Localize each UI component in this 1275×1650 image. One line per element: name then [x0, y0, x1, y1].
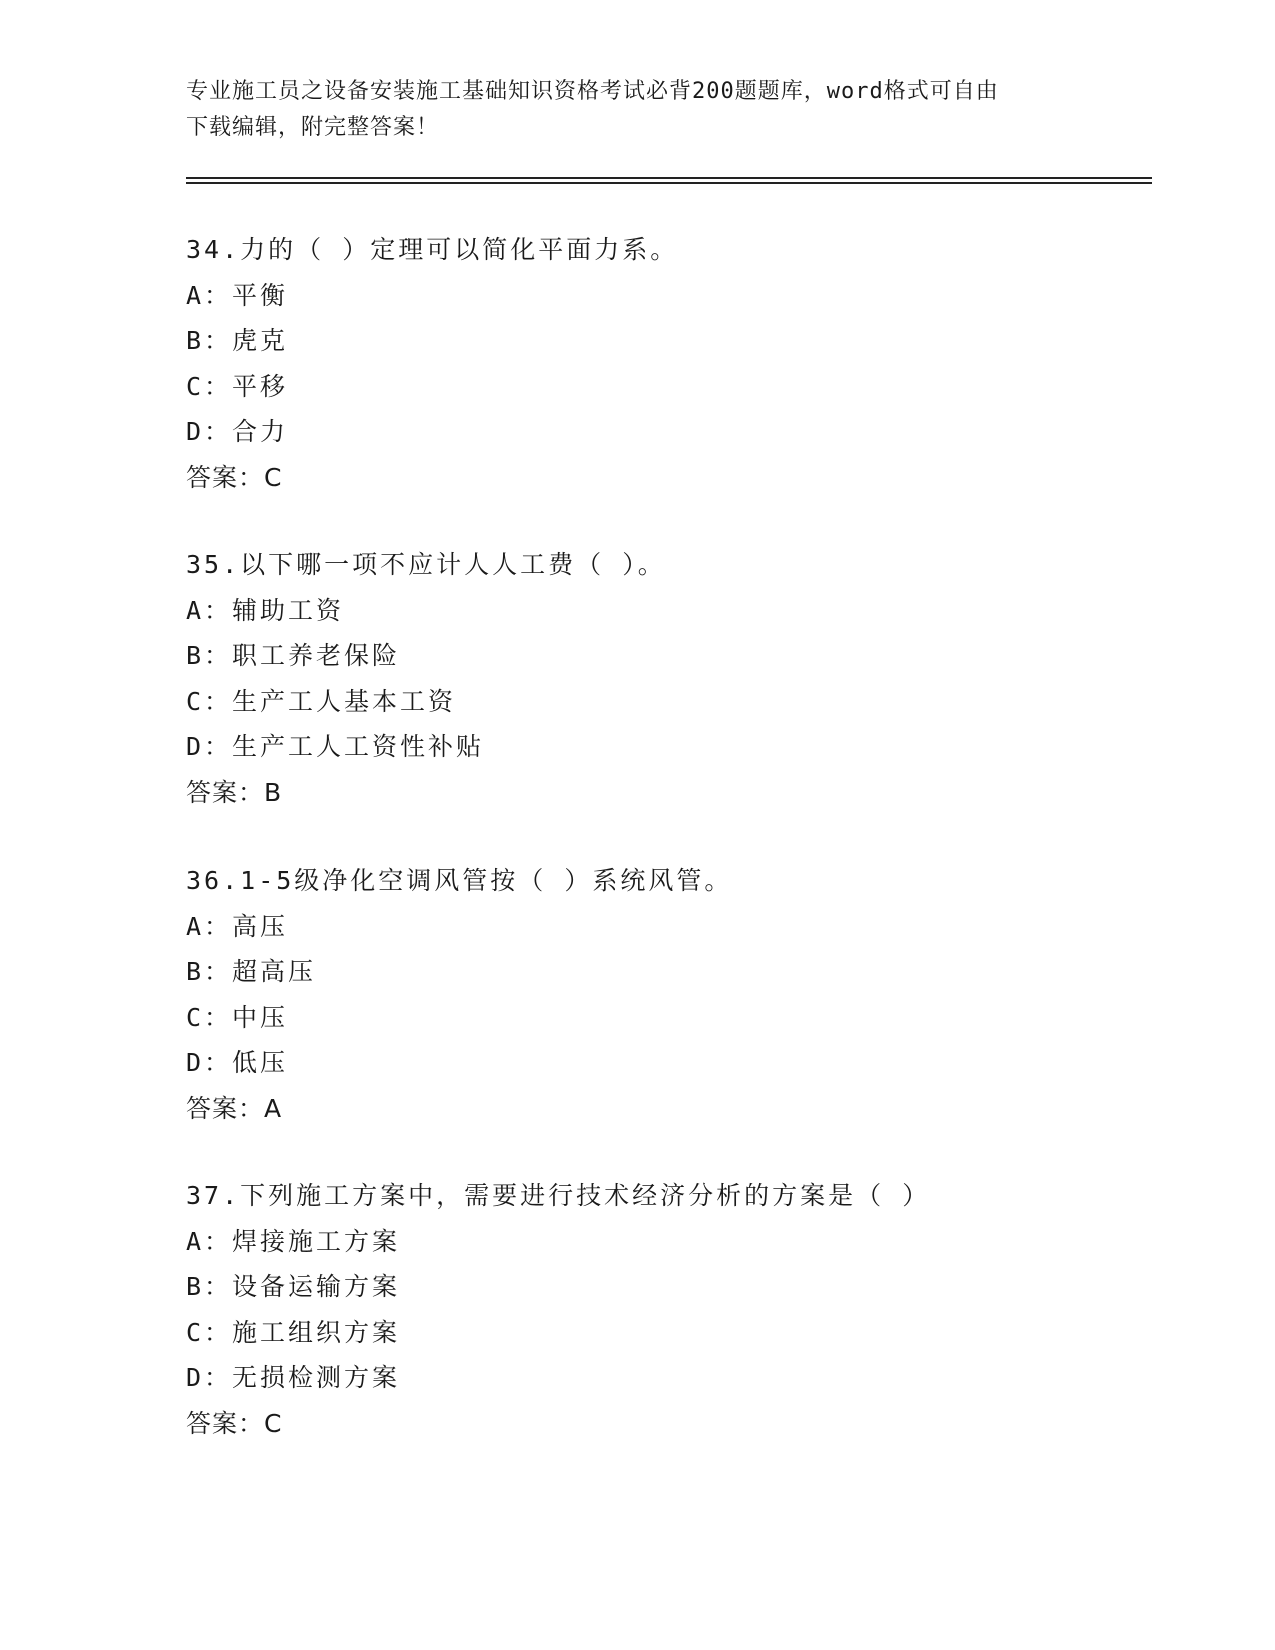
option-c: C：平移 [186, 371, 289, 401]
option-d: D：无损检测方案 [186, 1363, 401, 1392]
header-divider-top [186, 177, 1152, 179]
option-d: D：合力 [186, 417, 289, 446]
question-stem: 34.力的（ ）定理可以简化平面力系。 [186, 235, 679, 264]
option-c: C：中压 [186, 1002, 289, 1032]
question-block [186, 227, 1166, 500]
header-line-2: 下载编辑，附完整答案！ [186, 115, 440, 140]
header-divider-bottom [186, 182, 1152, 184]
option-a: A：高压 [186, 911, 289, 941]
header-line-1: 专业施工员之设备安装施工基础知识资格考试必背200题题库，word格式可自由 [186, 79, 999, 104]
question-block [186, 542, 1166, 815]
option-a: A：平衡 [186, 280, 289, 310]
question-stem: 36.1-5级净化空调风管按（ ）系统风管。 [186, 866, 733, 895]
answer-line: 答案：C [186, 1408, 283, 1438]
option-b: B：超高压 [186, 957, 317, 986]
answer-line: 答案：A [186, 1093, 283, 1123]
option-c: C：施工组织方案 [186, 1317, 401, 1347]
option-a: A：辅助工资 [186, 595, 345, 625]
option-a: A：焊接施工方案 [186, 1226, 401, 1256]
answer-line: 答案：B [186, 777, 283, 807]
question-block [186, 858, 1166, 1131]
option-b: B：设备运输方案 [186, 1272, 401, 1301]
question-stem: 37.下列施工方案中，需要进行技术经济分析的方案是（ ） [186, 1181, 931, 1210]
option-c: C：生产工人基本工资 [186, 686, 457, 716]
option-d: D：生产工人工资性补贴 [186, 732, 485, 761]
option-b: B：职工养老保险 [186, 641, 401, 670]
question-stem: 35.以下哪一项不应计人人工费（ ）。 [186, 550, 666, 579]
answer-line: 答案：C [186, 462, 283, 492]
option-d: D：低压 [186, 1048, 289, 1077]
option-b: B：虎克 [186, 326, 289, 355]
document-header [186, 74, 1086, 146]
question-block [186, 1173, 1166, 1446]
